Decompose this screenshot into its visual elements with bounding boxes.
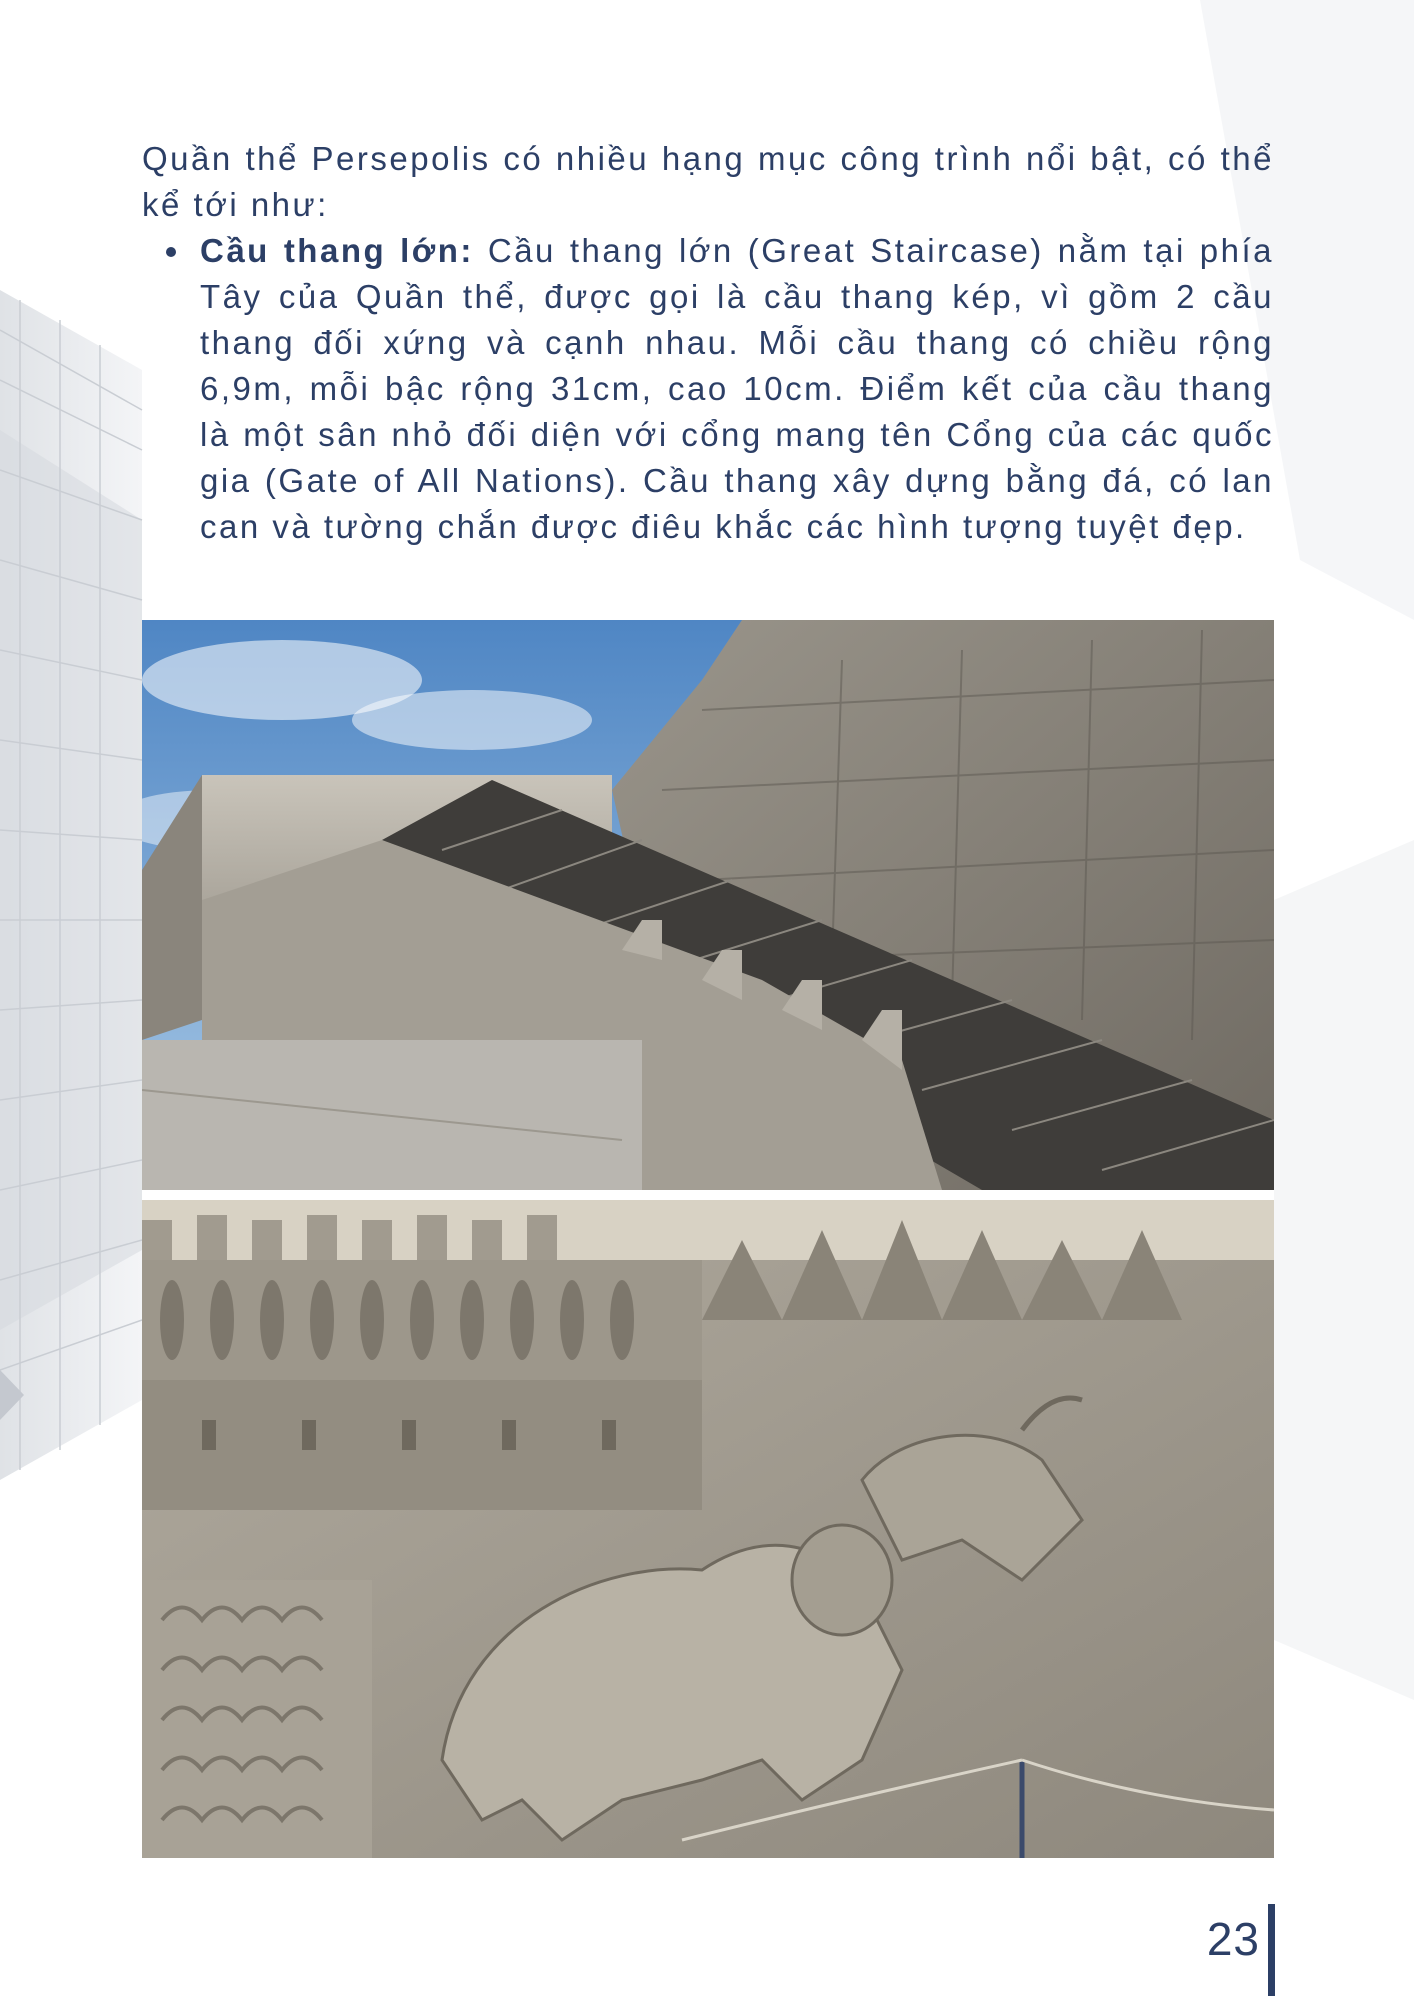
body-text — [142, 136, 1274, 550]
feature-list — [142, 228, 1274, 550]
page-number: 23 — [1206, 1913, 1260, 1965]
list-item — [142, 228, 1274, 550]
page-number-bar — [1268, 1904, 1275, 1996]
list-item-text: Cầu thang lớn (Great Staircase) nằm tại phía Tây của Quần thể, được gọi là cầu thang kép, vì gồm 2 cầu thang đối xứng và cạnh nhau. Mỗi cầu thang có chiều rộng 6,9m, mỗi bậc rộng 31cm, cao 10cm. Điểm kết của cầu thang là một sân nhỏ đối diện với cổng mang tên Cổng của các quốc gia (Gate of All Nations). Cầu thang xây dựng bằng đá, có lan can và tường chắn được điêu khắc các hình tượng tuyệt đẹp. — [200, 232, 1274, 545]
relief-carving-photo — [142, 1200, 1274, 1858]
list-item-term: Cầu thang lớn: — [200, 232, 474, 269]
intro-paragraph: Quần thể Persepolis có nhiều hạng mục công trình nổi bật, có thể kể tới như: — [142, 140, 1274, 223]
bullet-icon — [166, 247, 176, 257]
great-staircase-photo — [142, 620, 1274, 1190]
